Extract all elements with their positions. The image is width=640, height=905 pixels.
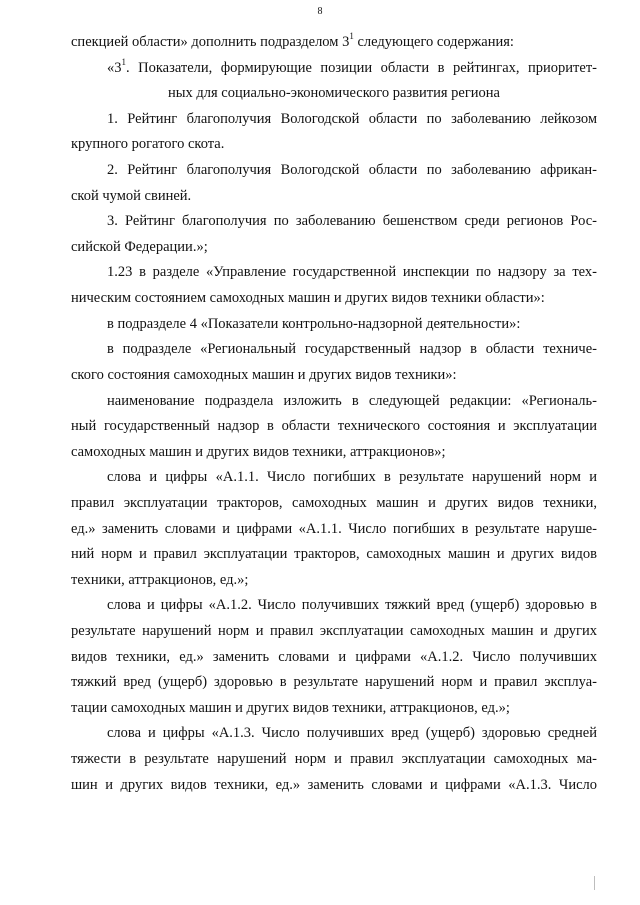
text-segment: в подразделе 4 «Показатели контрольно-надзорной деятельности»: xyxy=(107,315,521,332)
text-line xyxy=(71,312,597,338)
text-segment: тяжести в результате нарушений норм и правил эксплуатации самоходных ма- xyxy=(71,751,597,768)
text-line xyxy=(71,389,597,415)
text-segment: спекцией области» дополнить подразделом 3 xyxy=(71,34,350,50)
text-segment: тации самоходных машин и других видов техники, аттракционов, ед.»; xyxy=(71,699,510,716)
text-line xyxy=(71,440,597,466)
text-line xyxy=(71,619,597,645)
text-segment: тяжкий вред (ущерб) здоровью в результате нарушений норм и правил эксплуа- xyxy=(71,674,597,691)
paragraph xyxy=(71,337,597,388)
text-line xyxy=(71,670,597,696)
text-segment: ническим состоянием самоходных машин и других видов техники области»: xyxy=(71,290,545,307)
text-segment: видов техники, ед.» заменить словами и цифрами «А.1.2. Число получивших xyxy=(71,648,597,665)
page-number: 8 xyxy=(317,6,323,17)
text-segment: шин и других видов техники, ед.» заменить словами и цифрами «А.1.3. Число xyxy=(71,776,597,793)
paragraph xyxy=(71,260,597,311)
text-segment: ный государственный надзор в области технического состояния и эксплуатации xyxy=(71,418,597,435)
text-segment: ний норм и правил эксплуатации тракторов, самоходных машин и других видов xyxy=(71,546,597,563)
text-line xyxy=(71,721,597,747)
paragraph xyxy=(71,312,597,338)
scan-edge-mark xyxy=(594,876,595,890)
text-line xyxy=(71,568,597,594)
text-line xyxy=(71,696,597,722)
text-line xyxy=(71,30,597,56)
document-body xyxy=(71,30,597,798)
text-segment: ед.» заменить словами и цифрами «А.1.1. Число погибших в результате наруше- xyxy=(71,520,597,537)
text-segment: следующего содержания: xyxy=(353,34,514,50)
paragraph xyxy=(71,158,597,209)
text-segment: 1.23 в разделе «Управление государственной инспекции по надзору за тех- xyxy=(107,264,597,281)
text-line xyxy=(71,593,597,619)
text-segment: 3. Рейтинг благополучия по заболеванию бешенством среди регионов Рос- xyxy=(107,213,597,230)
text-line xyxy=(71,491,597,517)
paragraph xyxy=(71,465,597,593)
paragraph xyxy=(71,56,597,107)
text-line xyxy=(71,81,597,107)
text-segment: наименование подраздела изложить в следующей редакции: «Региональ- xyxy=(107,392,597,409)
text-line xyxy=(71,235,597,261)
text-line xyxy=(71,414,597,440)
text-line xyxy=(71,286,597,312)
text-segment: ского состояния самоходных машин и других видов техники»: xyxy=(71,366,457,383)
text-segment: ных для социально-экономического развития региона xyxy=(168,85,500,102)
text-segment: результате нарушений норм и правил эксплуатации самоходных машин и других xyxy=(71,623,597,640)
superscript: 1 xyxy=(121,56,126,67)
text-segment: самоходных машин и других видов техники, аттракционов»; xyxy=(71,443,446,460)
text-line xyxy=(71,56,597,82)
text-segment: в подразделе «Региональный государственный надзор в области техниче- xyxy=(107,341,597,358)
text-line xyxy=(71,260,597,286)
text-line xyxy=(71,747,597,773)
text-segment: 2. Рейтинг благополучия Вологодской области по заболеванию африкан- xyxy=(107,162,597,179)
text-line xyxy=(71,363,597,389)
text-segment: слова и цифры «А.1.3. Число получивших вред (ущерб) здоровью средней xyxy=(107,725,597,742)
text-segment: сийской Федерации.»; xyxy=(71,238,208,255)
text-line xyxy=(71,107,597,133)
text-line xyxy=(71,158,597,184)
paragraph xyxy=(71,30,597,56)
text-segment: слова и цифры «А.1.1. Число погибших в результате нарушений норм и xyxy=(107,469,597,486)
text-segment: крупного рогатого скота. xyxy=(71,136,225,153)
text-line xyxy=(71,337,597,363)
text-segment: . Показатели, формирующие позиции области в рейтингах, приоритет- xyxy=(126,59,597,76)
text-line xyxy=(71,184,597,210)
text-line xyxy=(71,465,597,491)
paragraph xyxy=(71,209,597,260)
paragraph xyxy=(71,721,597,798)
text-line xyxy=(71,209,597,235)
text-segment: техники, аттракционов, ед.»; xyxy=(71,571,249,588)
paragraph xyxy=(71,593,597,721)
paragraph xyxy=(71,107,597,158)
text-line xyxy=(71,542,597,568)
text-line xyxy=(71,773,597,799)
text-line xyxy=(71,132,597,158)
text-segment: слова и цифры «А.1.2. Число получивших тяжкий вред (ущерб) здоровью в xyxy=(107,597,597,614)
text-segment: ской чумой свиней. xyxy=(71,187,192,204)
text-line xyxy=(71,645,597,671)
text-segment: 1. Рейтинг благополучия Вологодской области по заболеванию лейкозом xyxy=(107,110,597,127)
paragraph xyxy=(71,389,597,466)
text-segment: правил эксплуатации тракторов, самоходных машин и других видов техники, xyxy=(71,494,597,511)
text-segment: «3 xyxy=(107,59,122,76)
text-line xyxy=(71,517,597,543)
superscript: 1 xyxy=(349,31,354,42)
